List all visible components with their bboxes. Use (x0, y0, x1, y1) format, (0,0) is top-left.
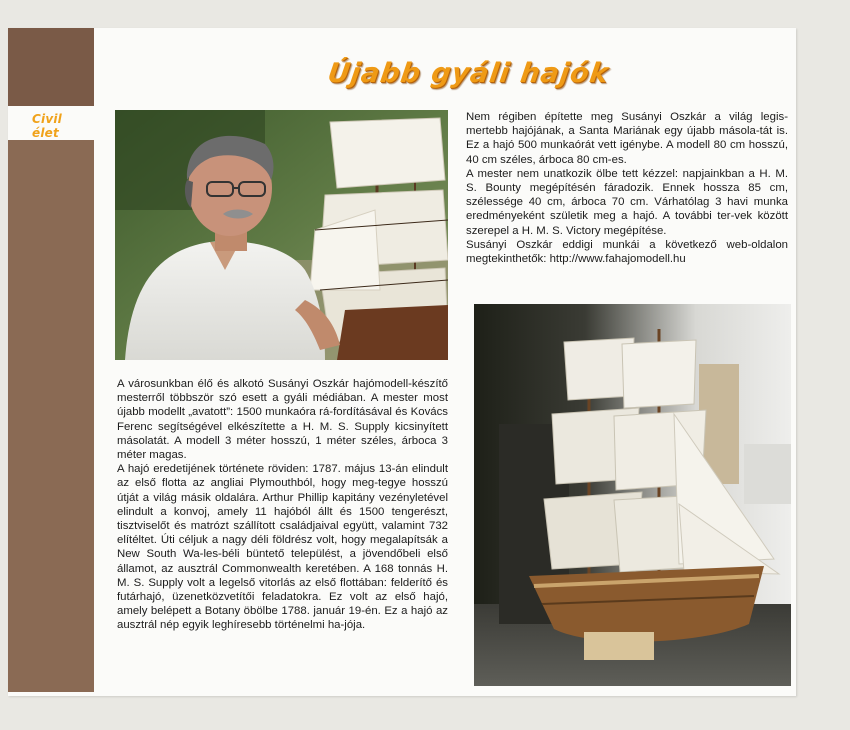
ship-model-photo (474, 304, 791, 686)
section-label: Civil élet (32, 112, 62, 140)
article-body-right (466, 110, 788, 266)
header-color-block (8, 28, 94, 106)
sidebar-color-bar (8, 140, 94, 692)
right-paragraph-3: Susányi Oszkár eddigi munkái a következő web-oldalon megtekinthetők: http://www.fahajomodell.hu (466, 238, 788, 266)
man-with-ship-model-photo (115, 110, 448, 360)
right-paragraph-1: Nem régiben építette meg Susányi Oszkár a világ legis-mertebb hajójának, a Santa Mariának egy újabb másola-tát is. Ez a hajó 500 munkaórát vett igénybe. A modell 80 cm hosszú, 40 cm széles, árboca 80 cm-es. (466, 111, 788, 166)
left-paragraph-2: A hajó eredetijének története röviden: 1787. május 13-án elindult az első flotta az angliai Plymouthból, hogy meg-tegye hosszú útját a világ másik oldalára. Arthur Phillip kapitány vezényletével elindult a konvoj, amely 11 hajóból állt és 1500 tengerészt, tisztviselőt és matrózt szállított családjaival együtt, valamint 732 elítéltet. Úti céljuk a nagy déli földrész volt, hogy megalapítsák a New South Wa-les-béli büntető települést, a jövendőbeli első államot, az ausztrál Commonwealth keretében. A 168 tonnás H. M. S. Supply volt a legelső vitorlás az első flottában: felderítő és futárhajó, üzenetközvetítői feladatokra. Ez volt az első hajó, amely belépett a Botany öbölbe 1788. január 19-én. Ez a hajó az ausztrál nép egyik leghíresebb történelmi ha-jója. (117, 463, 448, 632)
right-paragraph-2: A mester nem unatkozik ölbe tett kézzel: napjainkban a H. M. S. Bounty megépítésén fáradozik. Ennek hossza 85 cm, szélessége 40 cm, árboca 70 cm. Várhatólag 3 havi munka eredményeként születik meg a hajó. A további ter-vek között szerepel a H. M. S. Victory megépítése. (466, 167, 788, 237)
article-title: Újabb gyáli hajók (325, 58, 611, 89)
article-body-left (117, 377, 448, 633)
left-paragraph-1: A városunkban élő és alkotó Susányi Oszkár hajómodell-készítő mesterről többször szó esett a gyáli médiában. A mester most újabb modellt „avatott”: 1500 munkaóra rá-fordításával és Kovács Ferenc segítségével elkészítette a H. M. S. Supply kicsinyített másolatát. A modell 3 méter hosszú, 1 méter széles, árboca 3 méter magas. (117, 378, 448, 462)
